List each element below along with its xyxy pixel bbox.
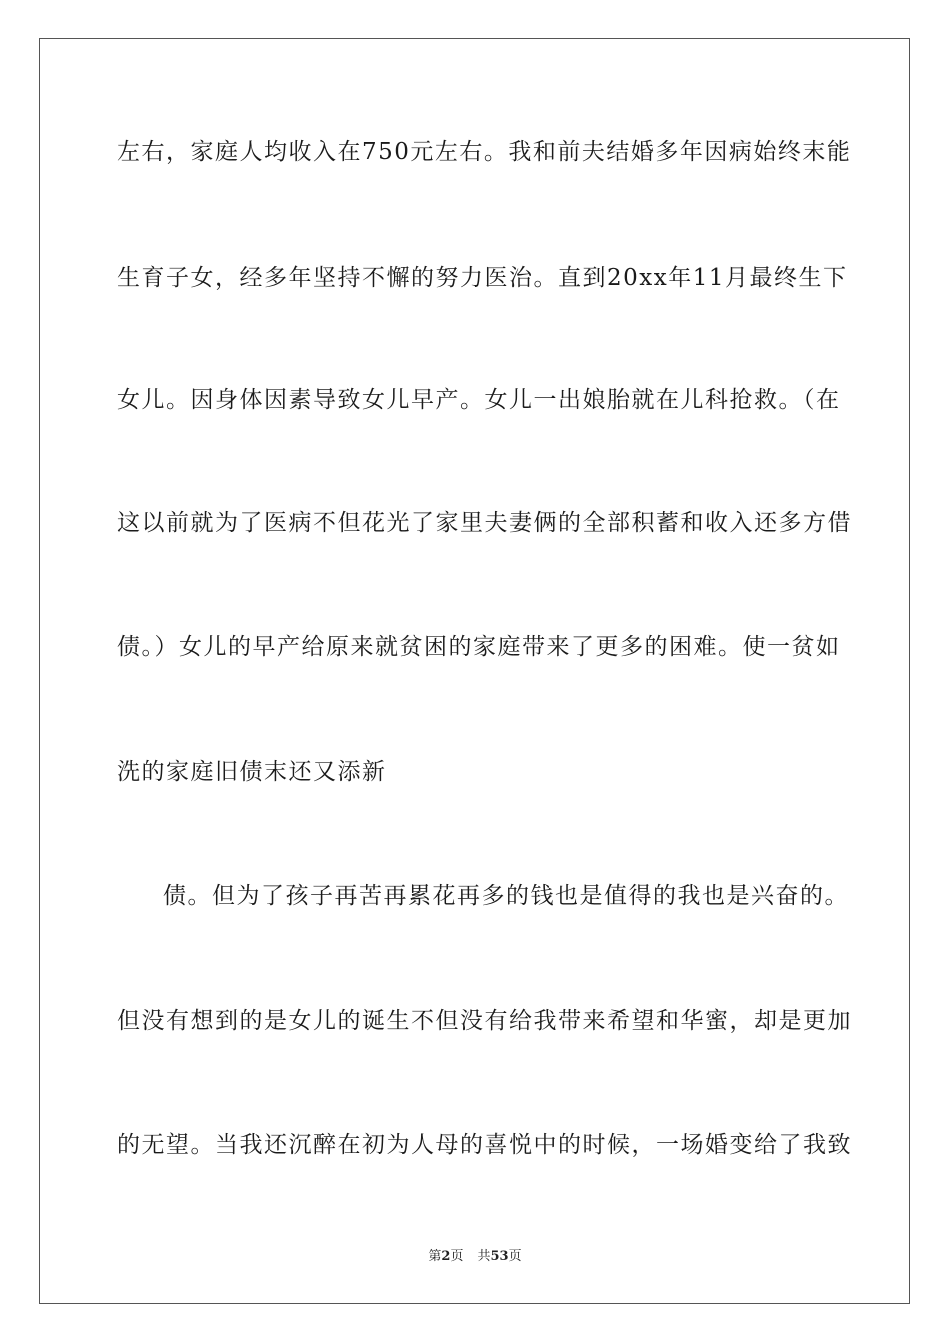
text-line-9: 的无望。当我还沉醉在初为人母的喜悦中的时候，一场婚变给了我致: [117, 1132, 852, 1158]
footer-total-pages: 53: [490, 1249, 509, 1264]
page-border: [39, 38, 910, 1304]
text-line-6: 洗的家庭旧债末还又添新: [117, 759, 387, 785]
text-line-1: 左右，家庭人均收入在750元左右。我和前夫结婚多年因病始终末能: [117, 139, 852, 165]
text-line-7: 债。但为了孩子再苦再累花再多的钱也是值得的我也是兴奋的。: [163, 883, 849, 909]
footer-page-number: 2: [441, 1249, 451, 1264]
page-footer: [0, 1248, 950, 1266]
text-line-3: 女儿。因身体因素导致女儿早产。女儿一出娘胎就在儿科抢救。（在: [117, 387, 841, 413]
footer-total-suffix: 页: [508, 1249, 522, 1264]
text-line-8: 但没有想到的是女儿的诞生不但没有给我带来希望和华蜜，却是更加: [117, 1008, 852, 1034]
text-line-4: 这以前就为了医病不但花光了家里夫妻俩的全部积蓄和收入还多方借: [117, 510, 852, 536]
footer-page-prefix: 第: [428, 1249, 442, 1264]
text-line-2: 生育子女，经多年坚持不懈的努力医治。直到20xx年11月最终生下: [117, 265, 848, 291]
footer-page-suffix: 页: [450, 1249, 464, 1264]
footer-total-prefix: 共: [477, 1249, 491, 1264]
text-line-5: 债。）女儿的早产给原来就贫困的家庭带来了更多的困难。使一贫如: [117, 634, 841, 660]
